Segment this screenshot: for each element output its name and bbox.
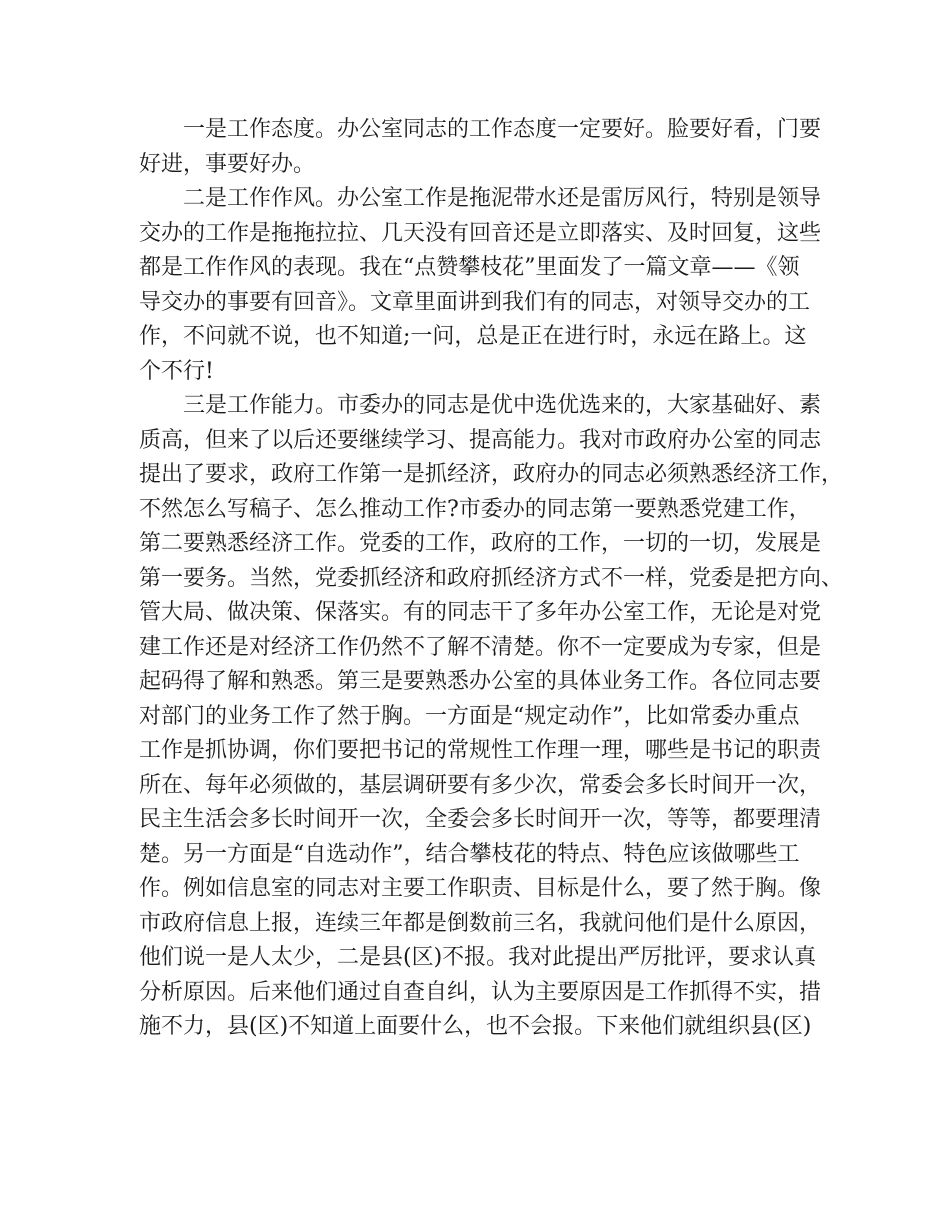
paragraph-line: 作。例如信息室的同志对主要工作职责、目标是什么，要了然于胸。像: [139, 876, 822, 901]
paragraph-line: 对部门的业务工作了然于胸。一方面是“规定动作”，比如常委办重点: [139, 703, 800, 729]
paragraph-line: 管大局、做决策、保落实。有的同志干了多年办公室工作，无论是对党: [139, 600, 822, 625]
paragraph-line: 二是工作作风。办公室工作是拖泥带水还是雷厉风行，特别是领导: [183, 186, 822, 211]
paragraph-line: 工作是抓协调，你们要把书记的常规性工作理一理，哪些是书记的职责: [139, 738, 822, 763]
paragraph-line: 好进，事要好办。: [139, 151, 316, 177]
paragraph-line: 不然怎么写稿子、怎么推动工作?市委办的同志第一要熟悉党建工作，: [139, 496, 811, 522]
paragraph-line: 所在、每年必须做的，基层调研要有多少次，常委会多长时间开一次，: [139, 772, 822, 798]
paragraph-line: 民主生活会多长时间开一次，全委会多长时间开一次，等等，都要理清: [139, 807, 822, 832]
paragraph-line: 个不行!: [139, 358, 214, 384]
paragraph-line: 起码得了解和熟悉。第三是要熟悉办公室的具体业务工作。各位同志要: [139, 669, 822, 694]
paragraph-line: 第一要务。当然，党委抓经济和政府抓经济方式不一样，党委是把方向、: [139, 565, 844, 591]
paragraph-work-style: [139, 182, 822, 389]
paragraph-line: 导交办的事要有回音》。文章里面讲到我们有的同志，对领导交办的工: [139, 289, 811, 315]
paragraph-line: 作，不问就不说，也不知道;一问，总是正在进行时，永远在路上。这: [139, 324, 807, 349]
paragraph-line: 提出了要求，政府工作第一是抓经济，政府办的同志必须熟悉经济工作，: [139, 462, 844, 487]
paragraph-work-ability: [139, 389, 844, 1045]
paragraph-work-attitude: [139, 113, 822, 182]
paragraph-line: 施不力，县(区)不知道上面要什么，也不会报。下来他们就组织县(区): [139, 1014, 812, 1039]
paragraph-line: 一是工作态度。办公室同志的工作态度一定要好。脸要好看，门要: [183, 117, 822, 142]
paragraph-line: 建工作还是对经济工作仍然不了解不清楚。你不一定要成为专家，但是: [139, 634, 822, 660]
paragraph-line: 交办的工作是拖拖拉拉、几天没有回音还是立即落实、及时回复，这些: [139, 220, 822, 246]
document-body: [139, 113, 844, 1045]
paragraph-line: 楚。另一方面是“自选动作”，结合攀枝花的特点、特色应该做哪些工: [139, 841, 800, 867]
paragraph-line: 分析原因。后来他们通过自查自纠，认为主要原因是工作抓得不实，措: [139, 979, 822, 1005]
paragraph-line: 三是工作能力。市委办的同志是优中选优选来的，大家基础好、素: [183, 393, 822, 418]
paragraph-line: 都是工作作风的表现。我在“点赞攀枝花”里面发了一篇文章——《领: [139, 255, 800, 280]
paragraph-line: 市政府信息上报，连续三年都是倒数前三名，我就问他们是什么原因，: [139, 910, 822, 936]
paragraph-line: 质高，但来了以后还要继续学习、提高能力。我对市政府办公室的同志: [139, 427, 822, 453]
paragraph-line: 他们说一是人太少，二是县(区)不报。我对此提出严厉批评，要求认真: [139, 945, 817, 970]
paragraph-line: 第二要熟悉经济工作。党委的工作，政府的工作，一切的一切，发展是: [139, 531, 822, 556]
